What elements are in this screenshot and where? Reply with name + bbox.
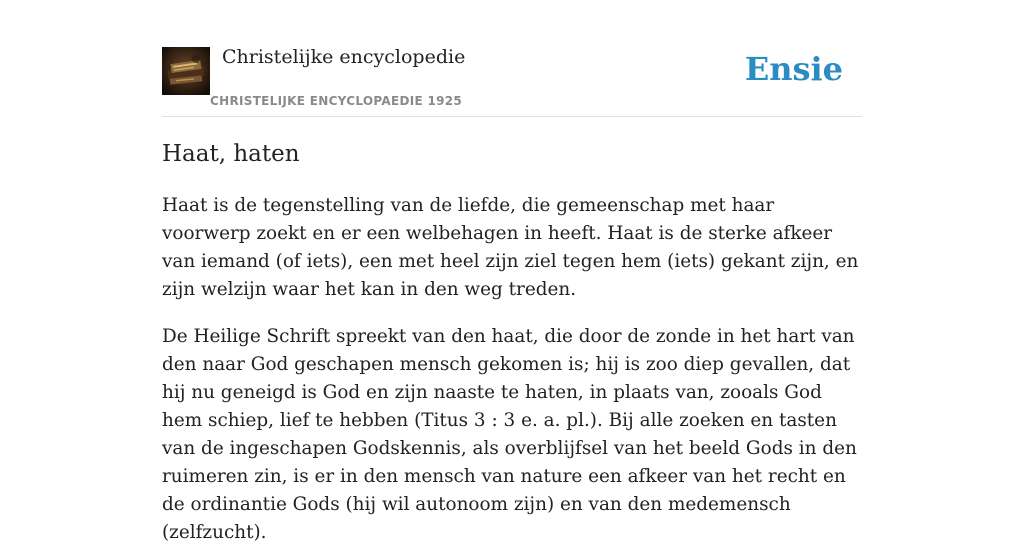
source-subtitle: CHRISTELIJKE ENCYCLOPAEDIE 1925 [210, 94, 463, 108]
source-header [162, 46, 862, 117]
book-cover-icon [162, 47, 210, 95]
article-title: Haat, haten [162, 141, 300, 167]
source-name[interactable]: Christelijke encyclopedie [222, 46, 466, 68]
brand-logo-link[interactable]: Ensie [744, 50, 843, 88]
source-avatar[interactable] [162, 47, 210, 95]
article-paragraph: Haat is de tegenstelling van de liefde, die gemeenschap met haar voorwerp zoekt en er een welbehagen in heeft. Haat is de sterke afkeer van iemand (of iets), een met heel zijn ziel tegen hem (iets) gekant zijn, en zijn welzijn waar het kan in den weg treden. [162, 195, 859, 300]
article-paragraph: De Heilige Schrift spreekt van den haat, die door de zonde in het hart van den naar God geschapen mensch gekomen is; hij is zoo diep gevallen, dat hij nu geneigd is God en zijn naaste te haten, in plaats van, zooals God hem schiep, lief te hebben (Titus 3 : 3 e. a. pl.). Bij alle zoeken en tasten van de ingeschapen Godskennis, als overblijfsel van het beeld Gods in den ruimeren zin, is er in den mensch van nature een afkeer van het recht en de ordinantie Gods (hij wil autonoom zijn) en van den medemensch (zelfzucht). [162, 326, 857, 543]
article [162, 138, 864, 547]
